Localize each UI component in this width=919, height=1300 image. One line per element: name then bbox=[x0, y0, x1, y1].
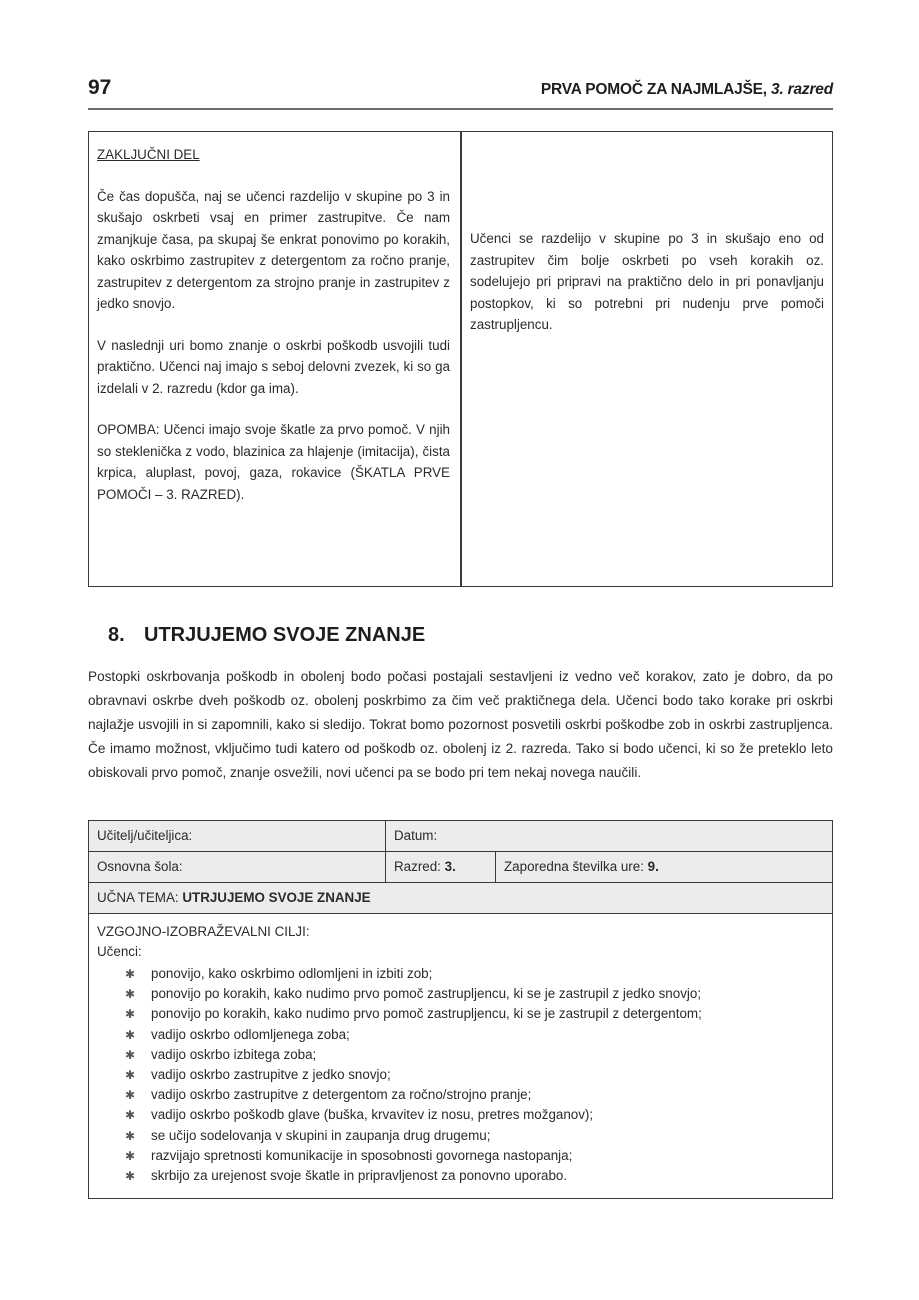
asterisk-bullet-icon: ✱ bbox=[125, 1169, 136, 1184]
page-header bbox=[88, 76, 833, 110]
chapter-title bbox=[108, 624, 425, 647]
running-title-grade: 3. razred bbox=[771, 81, 833, 98]
asterisk-bullet-icon: ✱ bbox=[125, 1128, 136, 1143]
chapter-title-text: UTRJUJEMO SVOJE ZNANJE bbox=[144, 624, 426, 646]
chapter-intro: Postopki oskrbovanja poškodb in obolenj bodo počasi postajali sestavljeni iz vedno več korakov, zato je dobro, da po obravnavi oskrbe dveh poškodb oz. obolenj poskrbimo za čim več praktičnega dela. Učenci bodo tako korake pri oskrbi najlažje usvojili in si zapomnili, kako si sledijo. Tokrat bomo pozornost posvetili oskrbi poškodbe zob in oskrbi zastrupljenca. Če imamo možnost, vključimo tudi katero od poškodb oz. obolenj iz 2. razreda. Tako si bodo učenci, ki so že preteklo leto obiskovali prvo pomoč, znanje osvežili, novi učenci pa se bodo pri tem nekaj novega naučili. bbox=[88, 669, 833, 780]
asterisk-bullet-icon: ✱ bbox=[125, 1068, 136, 1083]
goal-text: vadijo oskrbo izbitega zoba; bbox=[151, 1046, 317, 1062]
lesson-row-teacher bbox=[89, 821, 832, 852]
conclusion-student-column bbox=[462, 132, 832, 586]
lesson-plan-table bbox=[88, 820, 833, 1199]
goal-text: ponovijo po korakih, kako nudimo prvo pomoč zastrupljencu, ki se je zastrupil z detergentom; bbox=[151, 1006, 702, 1022]
topic-value: UTRJUJEMO SVOJE ZNANJE bbox=[182, 890, 371, 905]
lesson-number-cell bbox=[495, 852, 832, 882]
goal-text: vadijo oskrbo poškodb glave (buška, krvavitev iz nosu, pretres možganov); bbox=[151, 1107, 594, 1123]
goals-heading: VZGOJNO-IZOBRAŽEVALNI CILJI: bbox=[97, 924, 310, 939]
asterisk-bullet-icon: ✱ bbox=[125, 1088, 136, 1103]
goal-text: vadijo oskrbo zastrupitve z jedko snovjo; bbox=[151, 1067, 391, 1083]
asterisk-bullet-icon: ✱ bbox=[125, 987, 136, 1002]
goal-item bbox=[125, 984, 824, 1004]
goal-item bbox=[125, 1166, 824, 1186]
goal-text: razvijajo spretnosti komunikacije in sposobnosti govornega nastopanja; bbox=[151, 1147, 573, 1163]
topic-label: UČNA TEMA: bbox=[97, 890, 179, 905]
topic-cell bbox=[89, 883, 832, 913]
goal-text: ponovijo, kako oskrbimo odlomljeni in izbiti zob; bbox=[151, 966, 433, 981]
goal-text: skrbijo za urejenost svoje škatle in pripravljenost za ponovno uporabo. bbox=[151, 1168, 568, 1184]
lesson-row-topic bbox=[89, 883, 832, 914]
asterisk-bullet-icon: ✱ bbox=[125, 1047, 136, 1062]
asterisk-bullet-icon: ✱ bbox=[125, 1148, 136, 1163]
lesson-number-label: Zaporedna številka ure: bbox=[504, 859, 644, 874]
goal-item bbox=[125, 1105, 824, 1125]
note-paragraph: OPOMBA: Učenci imajo svoje škatle za prvo pomoč. V njih so steklenička z vodo, blazinica za hlajenje (imitacija), čista krpica, aluplast, povoj, gaza, rokavice (ŠKATLA PRVE POMOČI – 3. RAZRED). bbox=[97, 422, 450, 502]
goal-text: se učijo sodelovanja v skupini in zaupanja drug drugemu; bbox=[151, 1127, 491, 1143]
goal-item bbox=[125, 1126, 824, 1146]
conclusion-table bbox=[88, 131, 833, 587]
goal-item bbox=[125, 1146, 824, 1166]
asterisk-bullet-icon: ✱ bbox=[125, 1108, 136, 1123]
school-label: Osnovna šola: bbox=[97, 859, 183, 874]
goal-text: ponovijo po korakih, kako nudimo prvo pomoč zastrupljencu, ki se je zastrupil z jedko snovjo; bbox=[151, 986, 702, 1002]
running-title-main: PRVA POMOČ ZA NAJMLAJŠE, bbox=[540, 81, 767, 98]
next-lesson-paragraph: V naslednji uri bomo znanje o oskrbi poškodb usvojili tudi praktično. Učenci naj imajo s seboj delovni zvezek, ki so ga izdelali v 2. razredu (kdor ga ima). bbox=[97, 337, 450, 396]
chapter-number: 8. bbox=[108, 624, 125, 646]
grade-value: 3. bbox=[444, 859, 456, 874]
page-number: 97 bbox=[88, 76, 112, 99]
goals-list bbox=[97, 964, 824, 1186]
asterisk-bullet-icon: ✱ bbox=[125, 967, 136, 981]
goal-item bbox=[125, 1025, 824, 1045]
grade-label: Razred: bbox=[394, 859, 441, 874]
section-label: ZAKLJUČNI DEL bbox=[97, 147, 200, 162]
grade-cell bbox=[385, 852, 495, 882]
date-label: Datum: bbox=[385, 821, 832, 851]
conclusion-teacher-column bbox=[89, 132, 462, 586]
goal-text: vadijo oskrbo zastrupitve z detergentom za ročno/strojno pranje; bbox=[151, 1087, 532, 1103]
running-title bbox=[541, 81, 833, 99]
asterisk-bullet-icon: ✱ bbox=[125, 1027, 136, 1042]
goal-item bbox=[125, 1004, 824, 1024]
goal-item bbox=[125, 1065, 824, 1085]
goal-text: vadijo oskrbo odlomljenega zoba; bbox=[151, 1026, 350, 1042]
lesson-row-school bbox=[89, 852, 832, 883]
goal-item bbox=[125, 964, 824, 984]
lesson-number-value: 9. bbox=[647, 859, 659, 874]
goal-item bbox=[125, 1085, 824, 1105]
asterisk-bullet-icon: ✱ bbox=[125, 1007, 136, 1022]
goals-subject: Učenci: bbox=[97, 944, 142, 959]
teacher-label: Učitelj/učiteljica: bbox=[97, 828, 193, 843]
student-activity-paragraph: Učenci se razdelijo v skupine po 3 in skušajo eno od zastrupitev čim bolje oskrbeti po vseh korakih oz. sodelujejo pri pripravi na praktično delo in pri ponavljanju postopkov, ki so potrebni pri nudenju prve pomoči zastrupljencu. bbox=[470, 231, 824, 332]
conclusion-paragraph: Če čas dopušča, naj se učenci razdelijo v skupine po 3 in skušajo oskrbeti vsaj en primer zastrupitve. Če nam zmanjkuje časa, pa skupaj še enkrat ponovimo po korakih, kako oskrbimo zastrupitev z detergentom za ročno pranje, zastrupitev z detergentom za strojno pranje in zastrupitev z jedko snovjo. bbox=[97, 188, 450, 311]
goals-section bbox=[89, 914, 832, 1198]
goal-item bbox=[125, 1045, 824, 1065]
